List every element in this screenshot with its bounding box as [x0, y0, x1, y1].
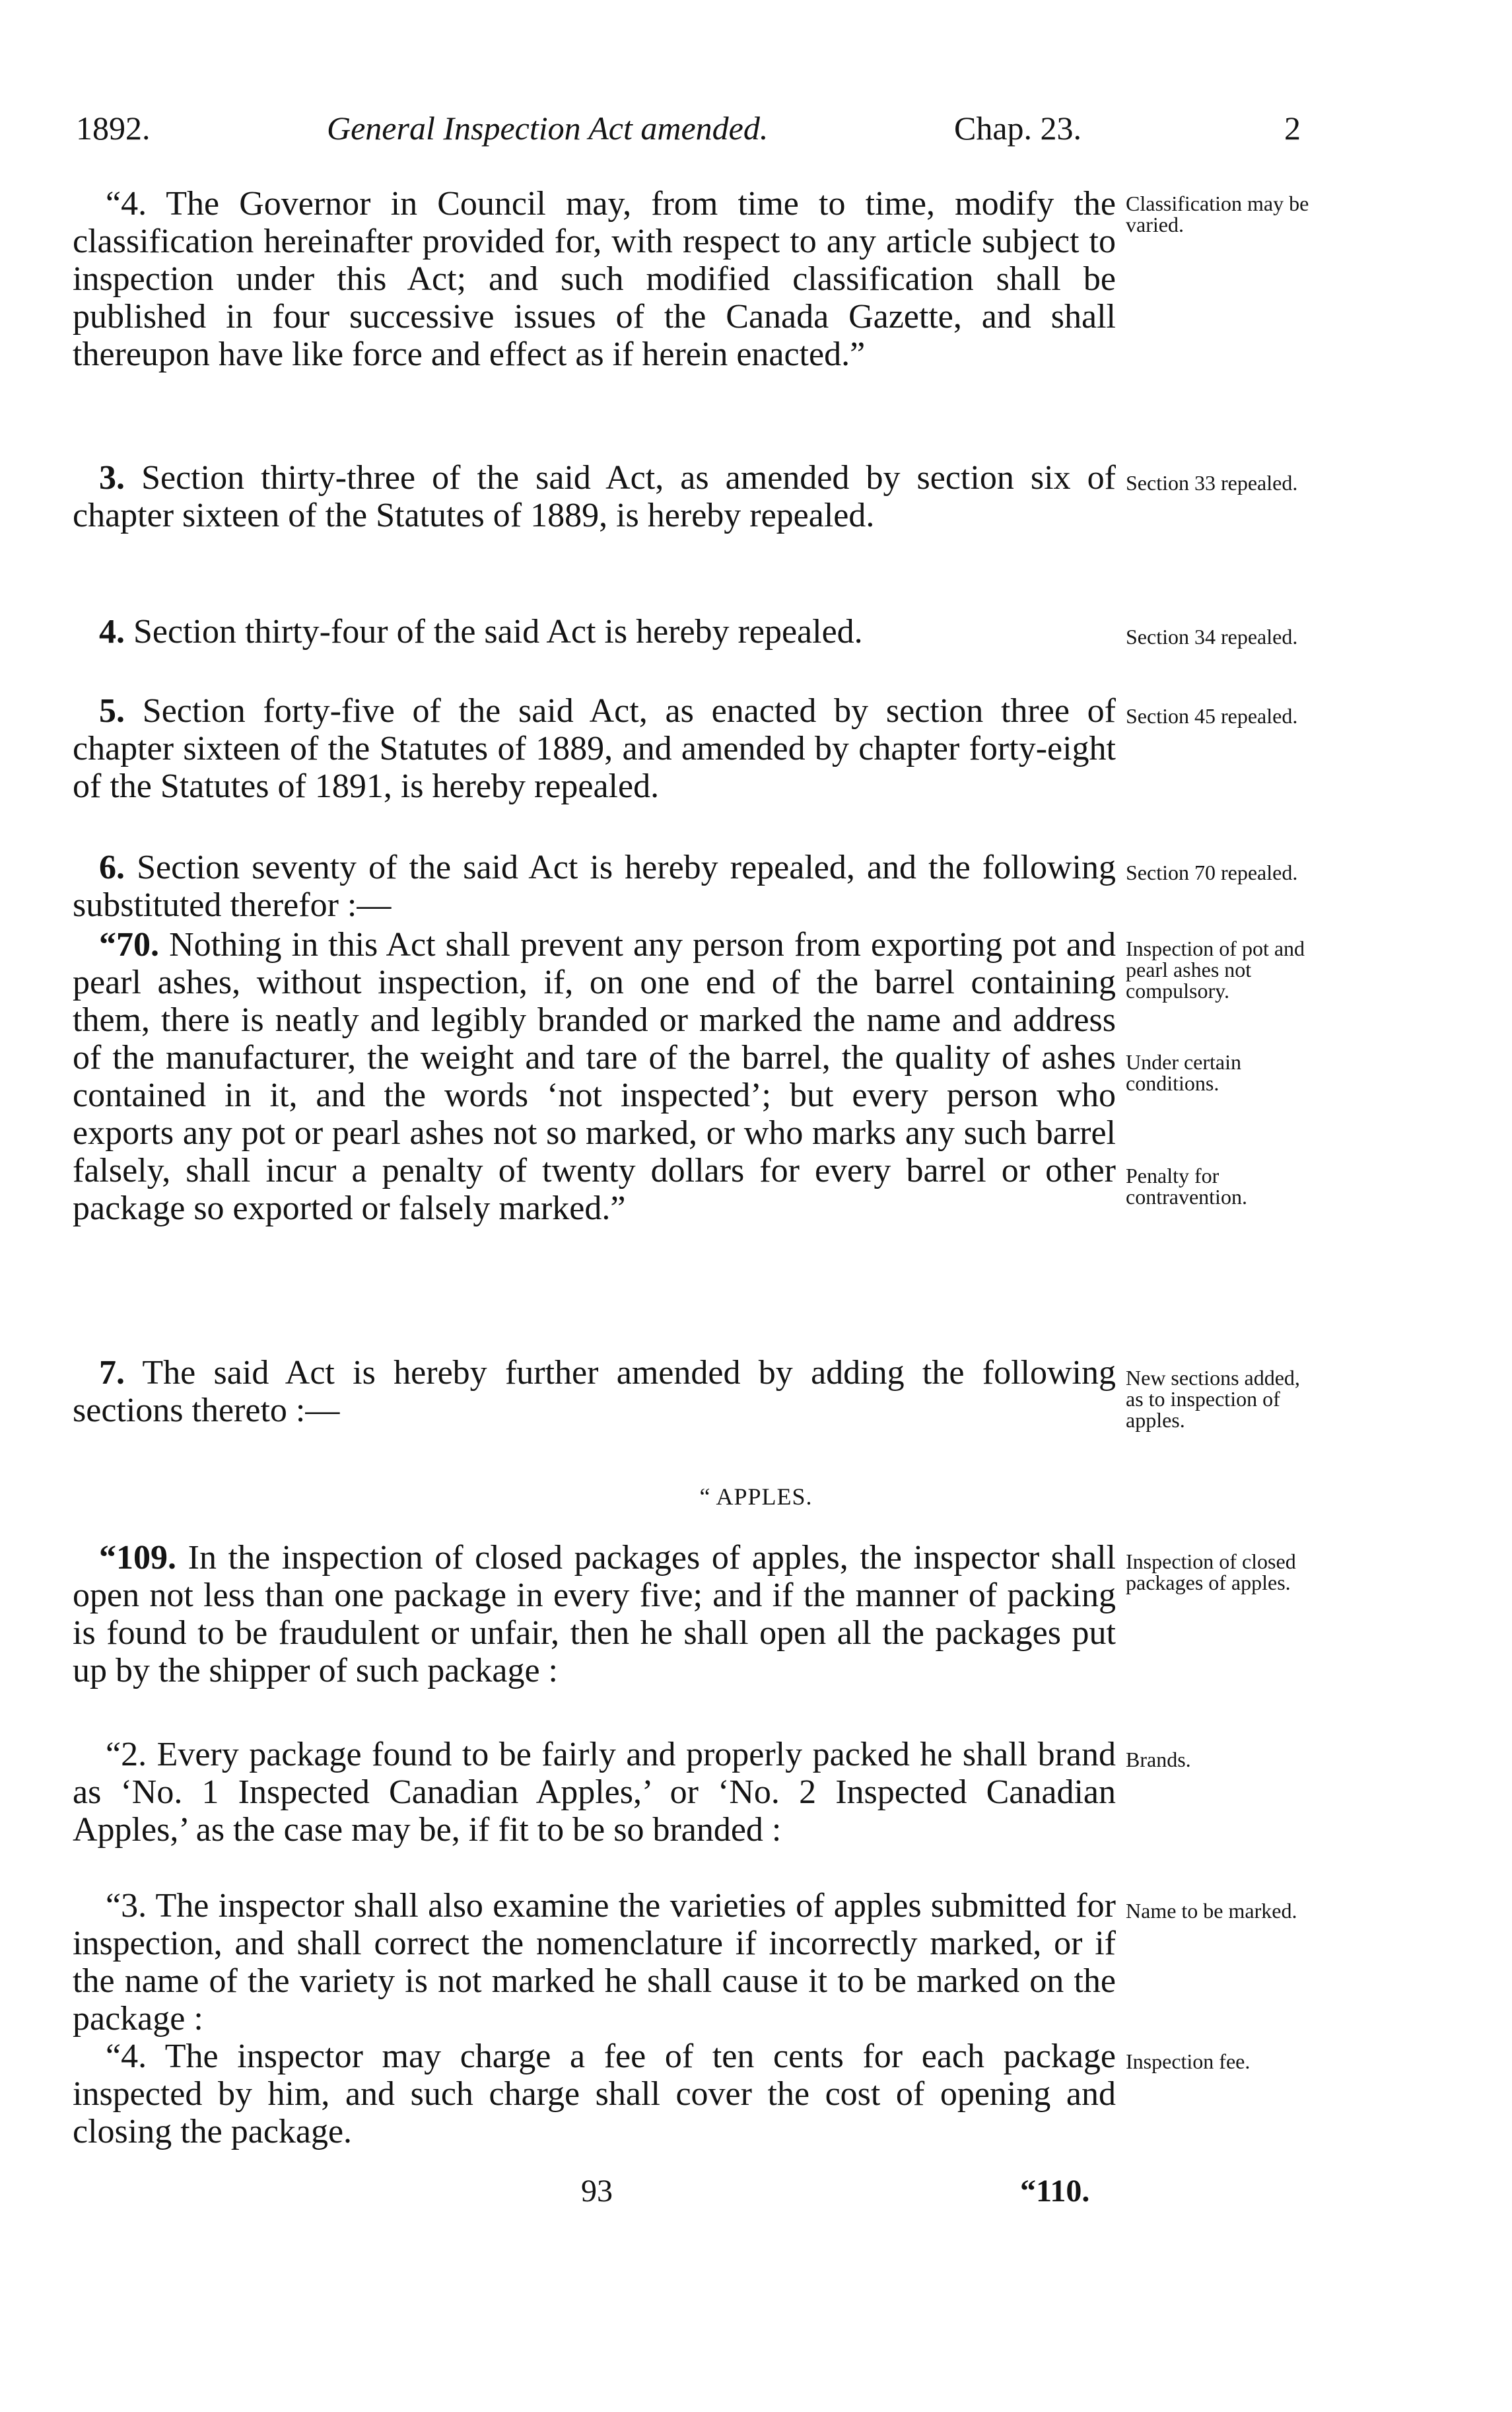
section-text [73, 849, 1116, 924]
running-header [76, 109, 1330, 162]
margin-note: Inspection of closed packages of apples. [1126, 1549, 1296, 1594]
section-number: 6. [99, 849, 125, 886]
section-number: 7. [99, 1354, 125, 1392]
header-title: General Inspection Act amended. [327, 110, 769, 147]
section-text [73, 926, 1116, 1227]
footer-page-number: 93 [581, 2174, 613, 2209]
margin-note: Brands. [1126, 1748, 1191, 1771]
section-text: “3. The inspector shall also examine the varieties of apples submitted for inspection, and shall correct the nomenclature if incorrectly marked, or if the name of the variety is not marked he shall cause it to be marked on the package : [73, 1887, 1116, 2038]
margin-note: Penalty for contravention. [1126, 1164, 1247, 1209]
section-text [73, 459, 1116, 534]
section-body: The said Act is hereby further amended by adding the following sections thereto :— [73, 1354, 1116, 1429]
section-number: 5. [99, 692, 125, 730]
section-text [73, 613, 1116, 651]
section-text [73, 692, 1116, 805]
margin-note: Inspection fee. [1126, 2049, 1251, 2073]
margin-note: Under certain conditions. [1126, 1050, 1242, 1095]
margin-note: Inspection of pot and pearl ashes not compulsory. [1126, 937, 1305, 1003]
section-text: “4. The Governor in Council may, from time to time, modify the classification hereinafter provided for, with respect to any article subject to inspection under this Act; and such modified classification shall be published in four successive issues of the Canada Gazette, and shall thereupon have like force and effect as if herein enacted.” [73, 185, 1116, 373]
header-page-number: 2 [1284, 110, 1301, 147]
section-heading: “ APPLES. [699, 1483, 813, 1510]
margin-note: Section 70 repealed. [1126, 861, 1298, 884]
section-number: “70. [99, 926, 159, 964]
footer-catchword: “110. [1020, 2174, 1090, 2209]
margin-note: Classification may be varied. [1126, 192, 1309, 236]
margin-note: Section 33 repealed. [1126, 471, 1298, 495]
margin-note: Section 45 repealed. [1126, 704, 1298, 728]
section-body: Section seventy of the said Act is hereby repealed, and the following substituted therefor :— [73, 849, 1116, 924]
section-body: Section thirty-three of the said Act, as amended by section six of chapter sixteen of the Statutes of 1889, is hereby repealed. [73, 459, 1116, 534]
section-body: Section forty-five of the said Act, as enacted by section three of chapter sixteen of the Statutes of 1889, and amended by chapter forty-eight of the Statutes of 1891, is hereby repealed. [73, 692, 1116, 805]
header-year: 1892. [76, 110, 151, 147]
margin-note: Section 34 repealed. [1126, 625, 1298, 649]
section-text [73, 1354, 1116, 1429]
section-number: 4. [99, 613, 125, 651]
section-body: Nothing in this Act shall prevent any person from exporting pot and pearl ashes, without inspection, if, on one end of the barrel containing them, there is neatly and legibly branded or marked the name and address of the manufacturer, the weight and tare of the barrel, the quality of ashes contained in it, and the words ‘not inspected’; but every person who exports any pot or pearl ashes not so marked, or who marks any such barrel falsely, shall incur a penalty of twenty dollars for every barrel or other package so exported or falsely marked.” [73, 926, 1117, 1227]
section-number: “109. [99, 1539, 176, 1577]
section-number: 3. [99, 459, 125, 497]
section-text: “4. The inspector may charge a fee of ten cents for each package inspected by him, and such charge shall cover the cost of opening and closing the package. [73, 2038, 1116, 2150]
margin-note: New sections added, as to inspection of apples. [1126, 1366, 1300, 1432]
section-body: In the inspection of closed packages of apples, the inspector shall open not less than one package in every five; and if the manner of packing is found to be fraudulent or unfair, then he shall open all the packages put up by the shipper of such package : [73, 1539, 1116, 1689]
section-body: Section thirty-four of the said Act is hereby repealed. [133, 613, 863, 651]
margin-note: Name to be marked. [1126, 1899, 1297, 1923]
header-chapter: Chap. 23. [954, 110, 1082, 147]
section-text [73, 1539, 1116, 1689]
section-text: “2. Every package found to be fairly and properly packed he shall brand as ‘No. 1 Inspected Canadian Apples,’ or ‘No. 2 Inspected Canadian Apples,’ as the case may be, if fit to be so branded : [73, 1736, 1116, 1849]
page-footer [0, 2173, 1512, 2219]
